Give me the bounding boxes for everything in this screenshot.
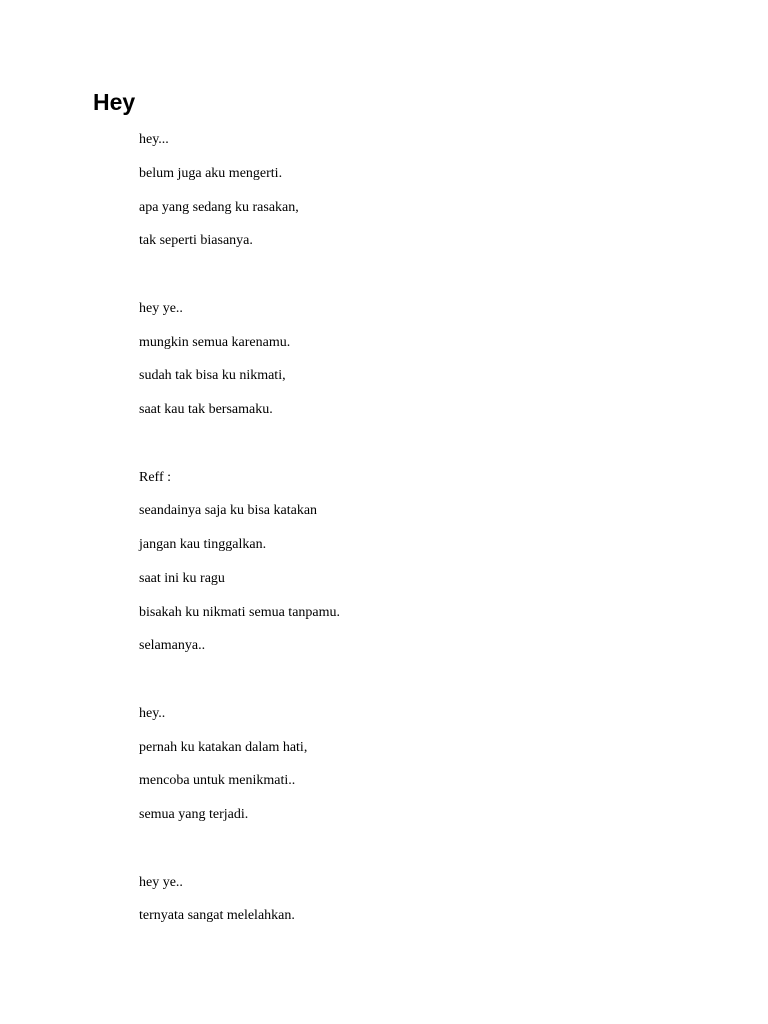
blank-line	[139, 265, 699, 299]
blank-line	[139, 434, 699, 468]
lyric-line: jangan kau tinggalkan.	[139, 537, 267, 552]
lyric-line: mencoba untuk menikmati..	[139, 773, 296, 789]
lyric-line: mungkin semua karenamu.	[139, 334, 291, 350]
lyric-line: bisakah ku nikmati semua tanpamu.	[139, 604, 341, 620]
blank-line	[139, 839, 699, 873]
lyric-line: saat ini ku ragu	[139, 570, 225, 586]
lyric-line: tak seperti biasanya.	[139, 233, 253, 249]
lyric-line: hey...	[139, 132, 169, 147]
lyric-line: sudah tak bisa ku nikmati,	[139, 368, 286, 384]
lyric-line: selamanya..	[139, 638, 206, 654]
lyric-line: seandainya saja ku bisa katakan	[139, 503, 318, 519]
lyric-line: pernah ku katakan dalam hati,	[139, 739, 308, 755]
lyric-line: hey..	[139, 705, 166, 721]
lyric-line: Reff :	[139, 469, 172, 485]
lyric-line: hey ye..	[139, 300, 183, 316]
document-title: Hey	[93, 89, 136, 115]
lyric-line: ternyata sangat melelahkan.	[139, 908, 295, 924]
lyric-line: hey ye..	[139, 874, 183, 890]
lyric-line: semua yang terjadi.	[139, 807, 249, 822]
lyric-line: saat kau tak bersamaku.	[139, 402, 273, 417]
lyrics-body	[139, 130, 699, 940]
lyric-line: belum juga aku mengerti.	[139, 165, 283, 181]
blank-line	[139, 670, 699, 704]
lyric-line: apa yang sedang ku rasakan,	[139, 199, 299, 215]
